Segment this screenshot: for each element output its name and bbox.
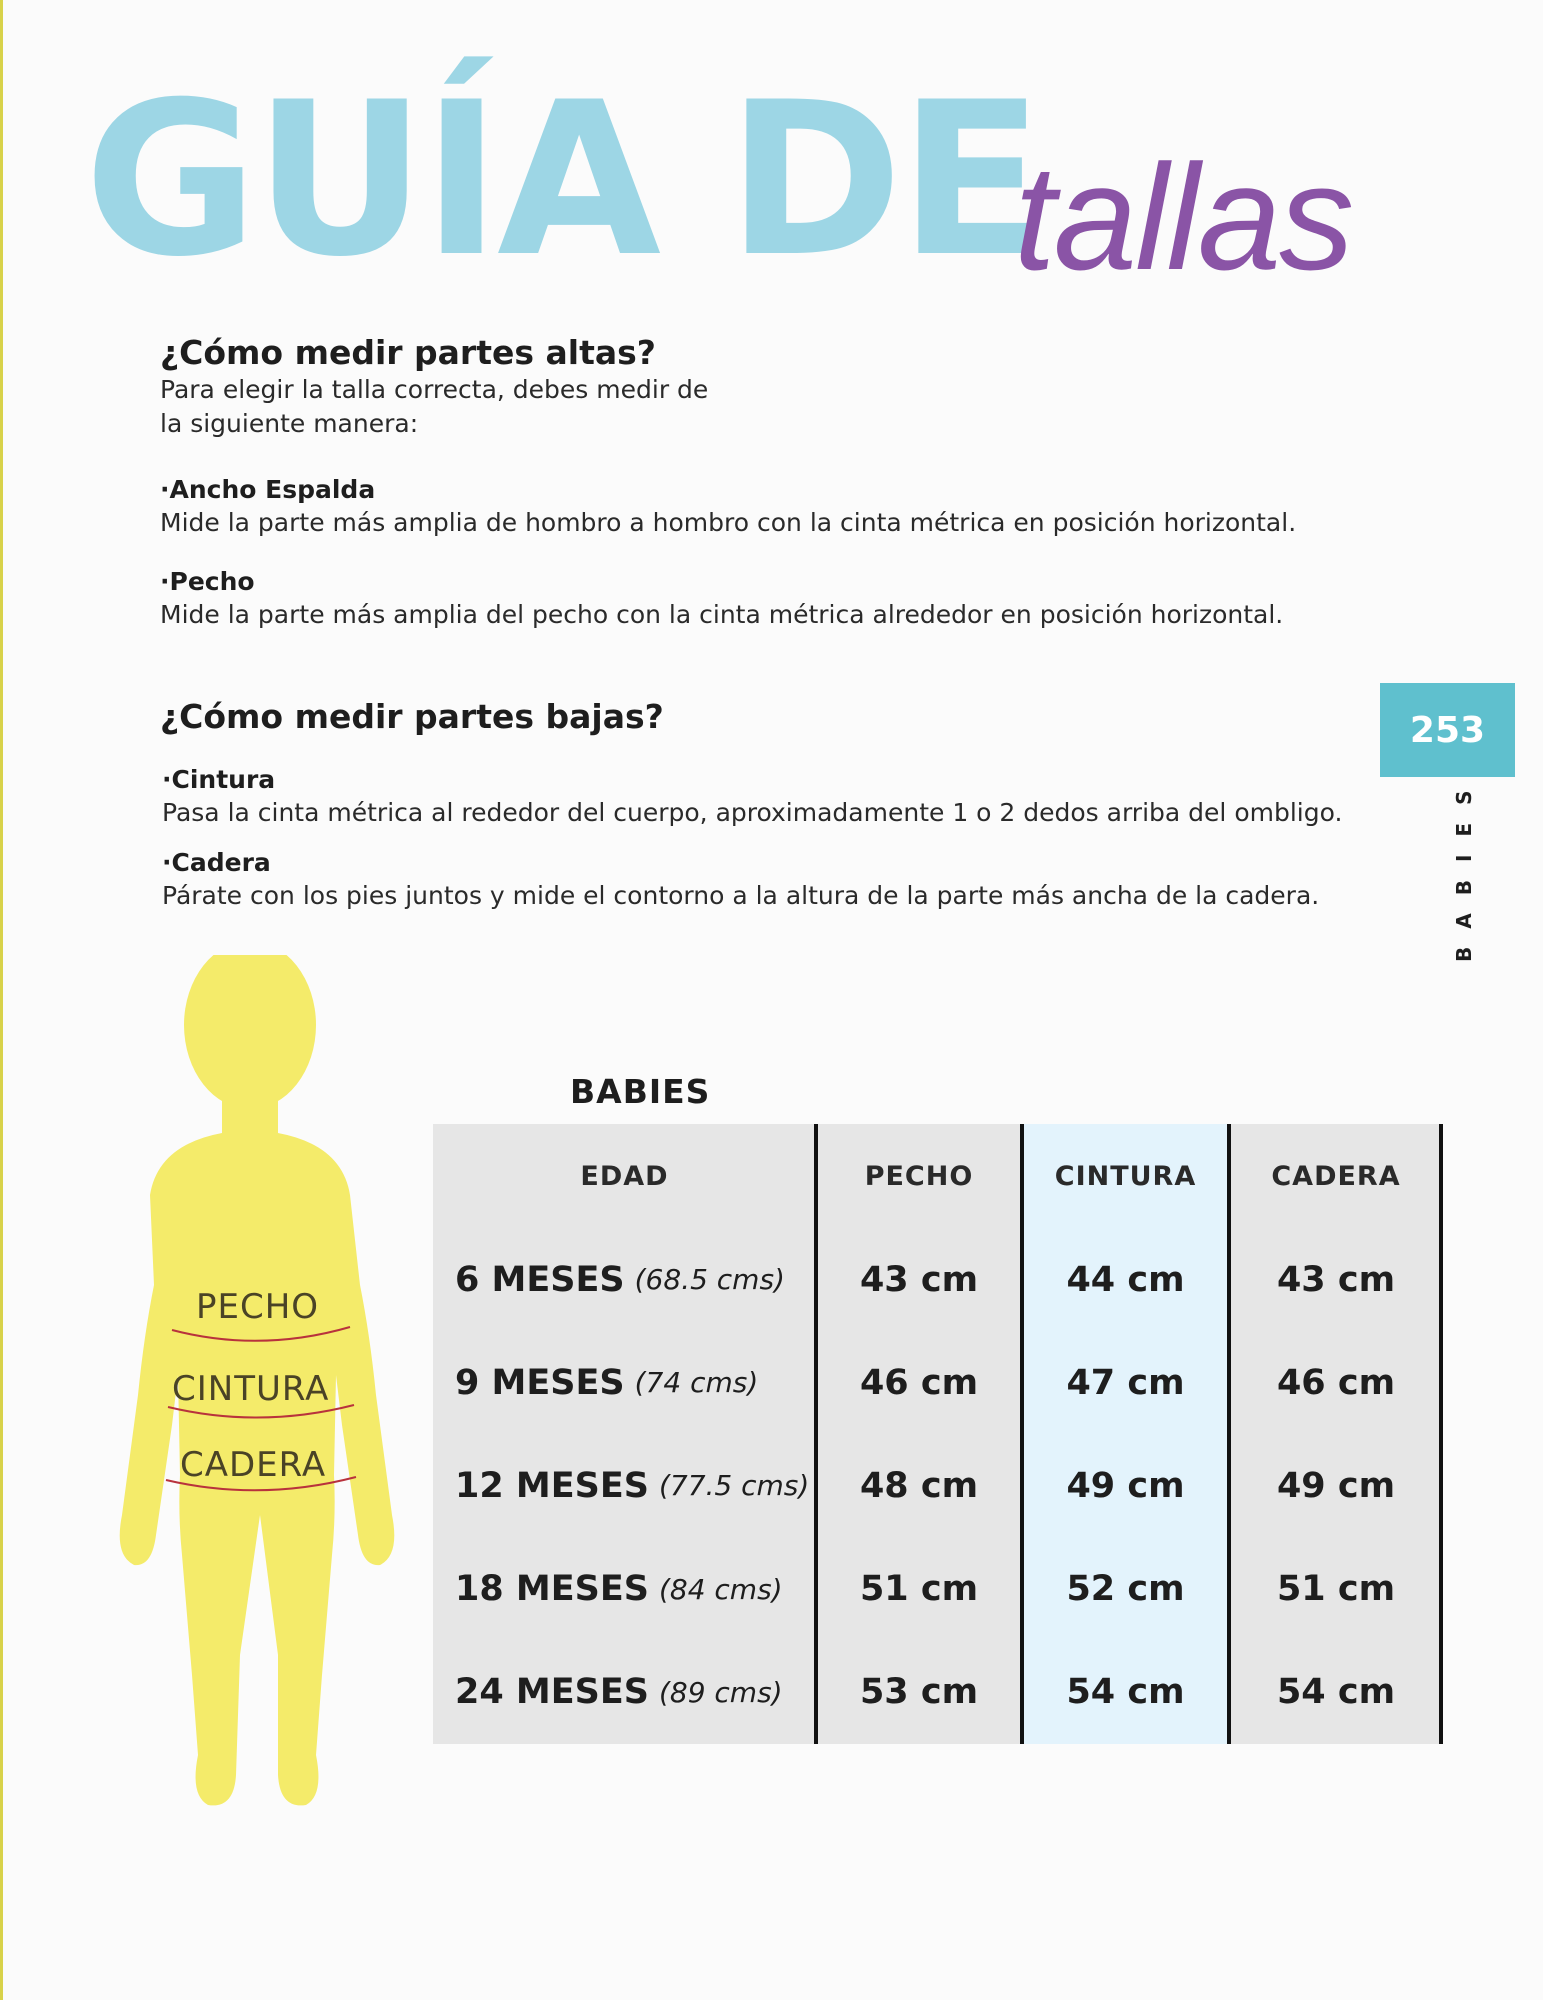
title-script: tallas (1014, 133, 1353, 301)
title-main: GUÍA DE (84, 56, 1040, 303)
age-cell (433, 1434, 816, 1537)
figure-label-cadera: CADERA (180, 1445, 327, 1485)
measure-term: ·Pecho (160, 567, 255, 596)
age-height: (68.5 cms) (634, 1263, 785, 1297)
pecho-cell: 48 cm (859, 1465, 979, 1506)
measure-desc: Mide la parte más amplia del pecho con la cinta métrica alrededor en posición horizontal. (160, 600, 1284, 629)
figure-label-cintura: CINTURA (172, 1369, 330, 1409)
child-figure (110, 955, 410, 1855)
column-divider (1020, 1124, 1024, 1744)
age-label: 24 MESES (455, 1672, 649, 1713)
age-label: 12 MESES (455, 1465, 649, 1506)
cintura-cell: 52 cm (1066, 1569, 1185, 1610)
measure-item-ancho-espalda (160, 474, 1400, 540)
header-edad: EDAD (580, 1160, 669, 1192)
page-number-tab: 253 (1380, 683, 1515, 777)
cadera-cell: 43 cm (1276, 1259, 1396, 1300)
age-cell (433, 1538, 816, 1641)
measure-desc: Párate con los pies juntos y mide el contorno a la altura de la parte más ancha de la cadera. (162, 881, 1320, 910)
page-edge-line (0, 0, 3, 2000)
cadera-cell: 54 cm (1276, 1672, 1396, 1713)
age-height: (89 cms) (658, 1675, 783, 1709)
cadera-cell: 49 cm (1276, 1465, 1396, 1506)
measure-item-cintura (162, 764, 1402, 830)
header-pecho: PECHO (864, 1160, 974, 1192)
pecho-cell: 53 cm (859, 1672, 979, 1713)
age-height: (74 cms) (634, 1366, 759, 1400)
column-divider (814, 1124, 818, 1744)
upper-intro-line2: la siguiente manera: (160, 409, 419, 438)
header-cadera: CADERA (1271, 1160, 1401, 1192)
column-divider (1227, 1124, 1231, 1744)
measure-term: ·Ancho Espalda (160, 475, 376, 504)
age-label: 18 MESES (455, 1569, 649, 1610)
lower-body-section (160, 697, 1400, 737)
cintura-cell: 54 cm (1066, 1672, 1185, 1713)
age-height: (84 cms) (658, 1572, 783, 1606)
cadera-cell: 46 cm (1276, 1362, 1396, 1403)
age-cell (433, 1228, 816, 1331)
upper-body-section (160, 333, 1400, 441)
cintura-cell: 49 cm (1066, 1465, 1185, 1506)
age-label: 9 MESES (455, 1362, 625, 1403)
pecho-cell: 43 cm (859, 1259, 979, 1300)
age-label: 6 MESES (455, 1259, 625, 1300)
table-title: BABIES (570, 1072, 711, 1111)
column-divider (1439, 1124, 1443, 1744)
size-table (433, 1124, 1443, 1744)
measure-desc: Mide la parte más amplia de hombro a hombro con la cinta métrica en posición horizontal. (160, 508, 1297, 537)
age-cell (433, 1641, 816, 1744)
age-cell (433, 1331, 816, 1434)
pecho-cell: 46 cm (859, 1362, 979, 1403)
age-height: (77.5 cms) (658, 1469, 810, 1503)
pecho-cell: 51 cm (859, 1569, 979, 1610)
upper-heading: ¿Cómo medir partes altas? (160, 333, 656, 372)
measure-term: ·Cadera (162, 848, 271, 877)
measure-term: ·Cintura (162, 765, 276, 794)
cintura-cell: 47 cm (1066, 1362, 1185, 1403)
lower-heading: ¿Cómo medir partes bajas? (160, 697, 664, 736)
figure-label-pecho: PECHO (196, 1287, 320, 1327)
cintura-cell: 44 cm (1066, 1259, 1185, 1300)
section-side-label: BABIES (1452, 772, 1476, 962)
measure-item-cadera (162, 847, 1402, 913)
upper-intro-line1: Para elegir la talla correcta, debes medir de (160, 375, 709, 404)
cadera-cell: 51 cm (1276, 1569, 1396, 1610)
measure-desc: Pasa la cinta métrica al rededor del cuerpo, aproximadamente 1 o 2 dedos arriba del ombligo. (162, 798, 1343, 827)
measure-item-pecho (160, 566, 1400, 632)
header-cintura: CINTURA (1054, 1160, 1197, 1192)
